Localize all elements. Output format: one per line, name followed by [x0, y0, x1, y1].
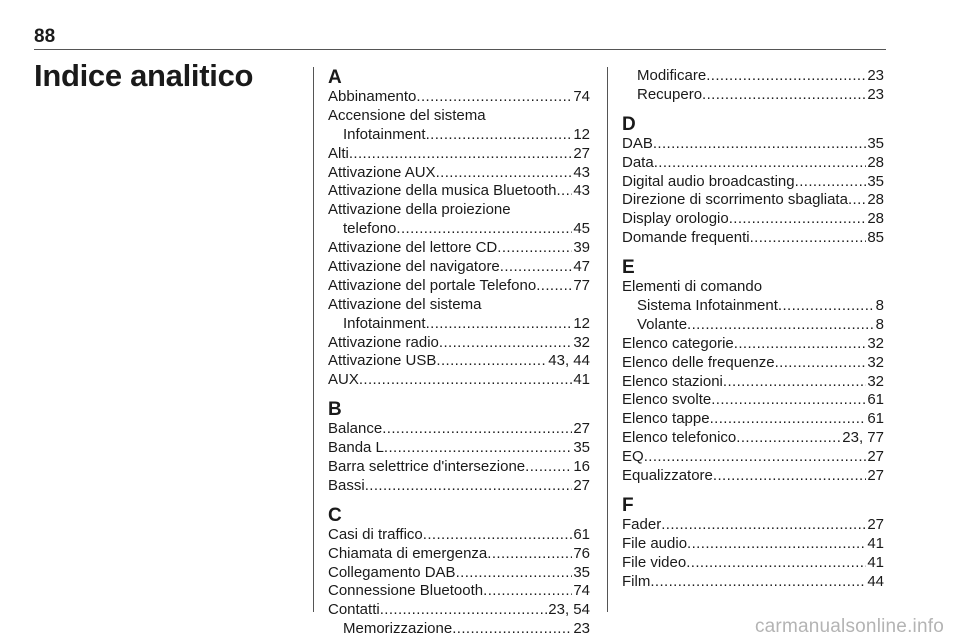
entry-label: Fader	[622, 515, 662, 533]
index-entry[interactable]	[328, 564, 590, 583]
index-entry[interactable]	[622, 191, 884, 210]
index-entry[interactable]	[328, 458, 590, 477]
index-entry[interactable]	[328, 371, 590, 390]
entry-label: Attivazione del lettore CD	[328, 239, 498, 257]
index-entry[interactable]	[328, 88, 590, 107]
index-entry[interactable]	[622, 429, 884, 448]
entry-label: Infotainment	[343, 125, 426, 143]
entry-page-number: 12	[573, 314, 590, 332]
entry-page-number: 74	[573, 582, 590, 600]
entry-label: Elenco categorie	[622, 334, 734, 352]
dot-leader	[710, 410, 867, 429]
index-entry[interactable]	[622, 135, 884, 154]
entry-page-number: 32	[573, 333, 590, 351]
index-entry[interactable]	[328, 239, 590, 258]
watermark: carmanualsonline.info	[754, 616, 944, 637]
entry-label: Attivazione del navigatore	[328, 258, 500, 276]
column-divider-2	[607, 67, 608, 612]
entry-page-number: 35	[867, 134, 884, 152]
index-heading-entry: Elementi di comando	[622, 278, 763, 296]
dot-leader	[750, 229, 867, 248]
index-entry[interactable]	[622, 573, 884, 592]
dot-leader	[436, 352, 547, 371]
index-entry[interactable]	[622, 173, 884, 192]
dot-leader	[713, 467, 866, 486]
entry-label: Barra selettrice d'intersezione	[328, 458, 526, 476]
entry-page-number: 61	[867, 410, 884, 428]
entry-page-number: 43	[573, 163, 590, 181]
entry-label: Connessione Bluetooth	[328, 582, 484, 600]
entry-page-number: 23	[573, 620, 590, 638]
entry-page-number: 28	[867, 191, 884, 209]
index-entry[interactable]	[328, 526, 590, 545]
entry-label: Alti	[328, 144, 349, 162]
entry-page-number: 27	[573, 420, 590, 438]
entry-page-number: 27	[867, 448, 884, 466]
dot-leader	[436, 164, 573, 183]
dot-leader	[734, 335, 867, 354]
index-subentry[interactable]	[622, 86, 884, 105]
index-entry[interactable]	[328, 352, 590, 371]
entry-label: Attivazione USB	[328, 352, 437, 370]
index-entry[interactable]	[328, 145, 590, 164]
entry-label: Bassi	[328, 476, 365, 494]
dot-leader	[396, 220, 572, 239]
dot-leader	[661, 516, 866, 535]
entry-label: Banda L	[328, 439, 384, 457]
entry-page-number: 23, 54	[548, 601, 590, 619]
entry-page-number: 32	[867, 372, 884, 390]
entry-label: telefono	[343, 220, 397, 238]
dot-leader	[487, 545, 572, 564]
entry-page-number: 74	[573, 88, 590, 105]
entry-page-number: 85	[867, 229, 884, 247]
index-subentry[interactable]	[328, 315, 590, 334]
section-letter: B	[328, 399, 342, 421]
entry-label: Sistema Infotainment	[637, 297, 778, 315]
entry-page-number: 12	[573, 125, 590, 143]
entry-page-number: 23	[867, 67, 884, 84]
entry-label: Infotainment	[343, 314, 426, 332]
section-letter: D	[622, 113, 636, 135]
index-entry[interactable]	[622, 448, 884, 467]
dot-leader	[650, 573, 866, 592]
index-heading-entry: Attivazione della proiezione	[328, 201, 511, 219]
entry-label: File video	[622, 553, 687, 571]
entry-label: Domande frequenti	[622, 229, 750, 247]
dot-leader	[775, 354, 867, 373]
index-entry[interactable]	[622, 467, 884, 486]
dot-leader	[653, 135, 866, 154]
section-letter: A	[328, 67, 342, 88]
entry-label: Recupero	[637, 85, 703, 103]
entry-page-number: 41	[573, 371, 590, 389]
dot-leader	[439, 334, 572, 353]
dot-leader	[497, 239, 572, 258]
entry-label: AUX	[328, 371, 359, 389]
index-column-1	[328, 67, 590, 639]
index-entry[interactable]	[622, 554, 884, 573]
dot-leader	[525, 458, 572, 477]
dot-leader	[452, 620, 572, 639]
entry-page-number: 27	[573, 144, 590, 162]
entry-page-number: 39	[573, 239, 590, 257]
entry-label: DAB	[622, 134, 653, 152]
index-entry[interactable]	[622, 335, 884, 354]
entry-page-number: 76	[573, 544, 590, 562]
entry-page-number: 27	[573, 476, 590, 494]
index-heading-entry: Attivazione del sistema	[328, 295, 482, 313]
entry-label: Elenco telefonico	[622, 429, 737, 447]
dot-leader	[654, 154, 867, 173]
index-entry[interactable]	[328, 439, 590, 458]
section-letter: E	[622, 257, 635, 279]
page-title: Indice analitico	[34, 58, 254, 93]
entry-label: Balance	[328, 420, 383, 438]
index-subentry[interactable]	[622, 67, 884, 86]
entry-label: Attivazione del portale Telefono	[328, 276, 537, 294]
entry-page-number: 28	[867, 210, 884, 228]
dot-leader	[848, 191, 866, 210]
dot-leader	[556, 182, 572, 201]
entry-label: Volante	[637, 315, 688, 333]
dot-leader	[365, 477, 573, 496]
index-subentry[interactable]	[328, 620, 590, 639]
entry-label: Film	[622, 572, 651, 590]
dot-leader	[456, 564, 573, 583]
index-entry[interactable]	[622, 410, 884, 429]
entry-page-number: 16	[573, 458, 590, 476]
entry-page-number: 8	[875, 297, 884, 315]
index-entry[interactable]	[328, 601, 590, 620]
index-heading-entry: Accensione del sistema	[328, 106, 486, 124]
dot-leader	[380, 601, 548, 620]
index-entry[interactable]	[622, 210, 884, 229]
index-column-2	[622, 67, 884, 591]
dot-leader	[795, 173, 867, 192]
index-entry[interactable]	[622, 354, 884, 373]
dot-leader	[426, 126, 573, 145]
dot-leader	[536, 277, 572, 296]
entry-page-number: 32	[867, 334, 884, 352]
entry-page-number: 27	[867, 467, 884, 485]
entry-page-number: 41	[867, 534, 884, 552]
header-rule	[34, 49, 886, 50]
entry-page-number: 35	[573, 563, 590, 581]
entry-page-number: 28	[867, 153, 884, 171]
entry-label: Equalizzatore	[622, 467, 713, 485]
entry-label: File audio	[622, 534, 688, 552]
entry-page-number: 23	[867, 85, 884, 103]
index-entry[interactable]	[328, 420, 590, 439]
index-subentry[interactable]	[328, 220, 590, 239]
entry-label: Modificare	[637, 67, 707, 84]
dot-leader	[359, 371, 572, 390]
dot-leader	[687, 316, 875, 335]
dot-leader	[384, 439, 572, 458]
section-letter: F	[622, 494, 634, 516]
entry-label: Attivazione della musica Bluetooth	[328, 182, 557, 200]
entry-label: Chiamata di emergenza	[328, 544, 488, 562]
entry-label: Elenco stazioni	[622, 372, 723, 390]
dot-leader	[711, 391, 866, 410]
entry-label: EQ	[622, 448, 644, 466]
index-entry[interactable]	[622, 516, 884, 535]
entry-page-number: 61	[867, 391, 884, 409]
entry-label: Memorizzazione	[343, 620, 453, 638]
entry-page-number: 27	[867, 515, 884, 533]
index-entry[interactable]	[328, 477, 590, 496]
entry-page-number: 35	[867, 172, 884, 190]
index-subentry[interactable]	[328, 126, 590, 145]
entry-label: Direzione di scorrimento sbagliata	[622, 191, 848, 209]
entry-label: Casi di traffico	[328, 525, 423, 543]
entry-label: Elenco svolte	[622, 391, 712, 409]
index-entry[interactable]	[328, 182, 590, 201]
entry-page-number: 43, 44	[548, 352, 590, 370]
entry-label: Elenco delle frequenze	[622, 353, 775, 371]
entry-label: Display orologio	[622, 210, 729, 228]
index-entry[interactable]	[328, 334, 590, 353]
index-entry[interactable]	[622, 391, 884, 410]
entry-page-number: 44	[867, 572, 884, 590]
index-entry[interactable]	[328, 545, 590, 564]
dot-leader	[423, 526, 573, 545]
index-entry[interactable]	[622, 229, 884, 248]
index-entry[interactable]	[328, 258, 590, 277]
dot-leader	[644, 448, 867, 467]
index-subentry[interactable]	[622, 316, 884, 335]
section-letter: C	[328, 504, 342, 526]
entry-page-number: 61	[573, 525, 590, 543]
entry-label: Contatti	[328, 601, 380, 619]
entry-page-number: 23, 77	[842, 429, 884, 447]
dot-leader	[483, 582, 572, 601]
dot-leader	[686, 554, 866, 573]
entry-label: Attivazione AUX	[328, 163, 436, 181]
dot-leader	[729, 210, 867, 229]
entry-label: Elenco tappe	[622, 410, 710, 428]
dot-leader	[706, 67, 866, 86]
dot-leader	[778, 297, 875, 316]
dot-leader	[736, 429, 841, 448]
index-entry[interactable]	[622, 154, 884, 173]
entry-label: Data	[622, 153, 654, 171]
entry-page-number: 45	[573, 220, 590, 238]
entry-page-number: 8	[875, 315, 884, 333]
entry-label: Attivazione radio	[328, 333, 439, 351]
entry-page-number: 35	[573, 439, 590, 457]
entry-page-number: 77	[573, 276, 590, 294]
index-entry[interactable]	[328, 277, 590, 296]
index-entry[interactable]	[622, 535, 884, 554]
column-divider-1	[313, 67, 314, 612]
dot-leader	[723, 373, 866, 392]
entry-label: Collegamento DAB	[328, 563, 456, 581]
entry-page-number: 43	[573, 182, 590, 200]
dot-leader	[416, 88, 572, 107]
dot-leader	[500, 258, 573, 277]
index-entry[interactable]	[328, 164, 590, 183]
dot-leader	[702, 86, 866, 105]
index-subentry[interactable]	[622, 297, 884, 316]
dot-leader	[687, 535, 866, 554]
entry-page-number: 32	[867, 353, 884, 371]
dot-leader	[426, 315, 573, 334]
page-number: 88	[34, 26, 56, 47]
dot-leader	[382, 420, 572, 439]
entry-label: Abbinamento	[328, 88, 417, 105]
dot-leader	[349, 145, 572, 164]
index-entry[interactable]	[622, 373, 884, 392]
entry-page-number: 41	[867, 553, 884, 571]
entry-label: Digital audio broadcasting	[622, 172, 795, 190]
index-entry[interactable]	[328, 582, 590, 601]
entry-page-number: 47	[573, 258, 590, 276]
